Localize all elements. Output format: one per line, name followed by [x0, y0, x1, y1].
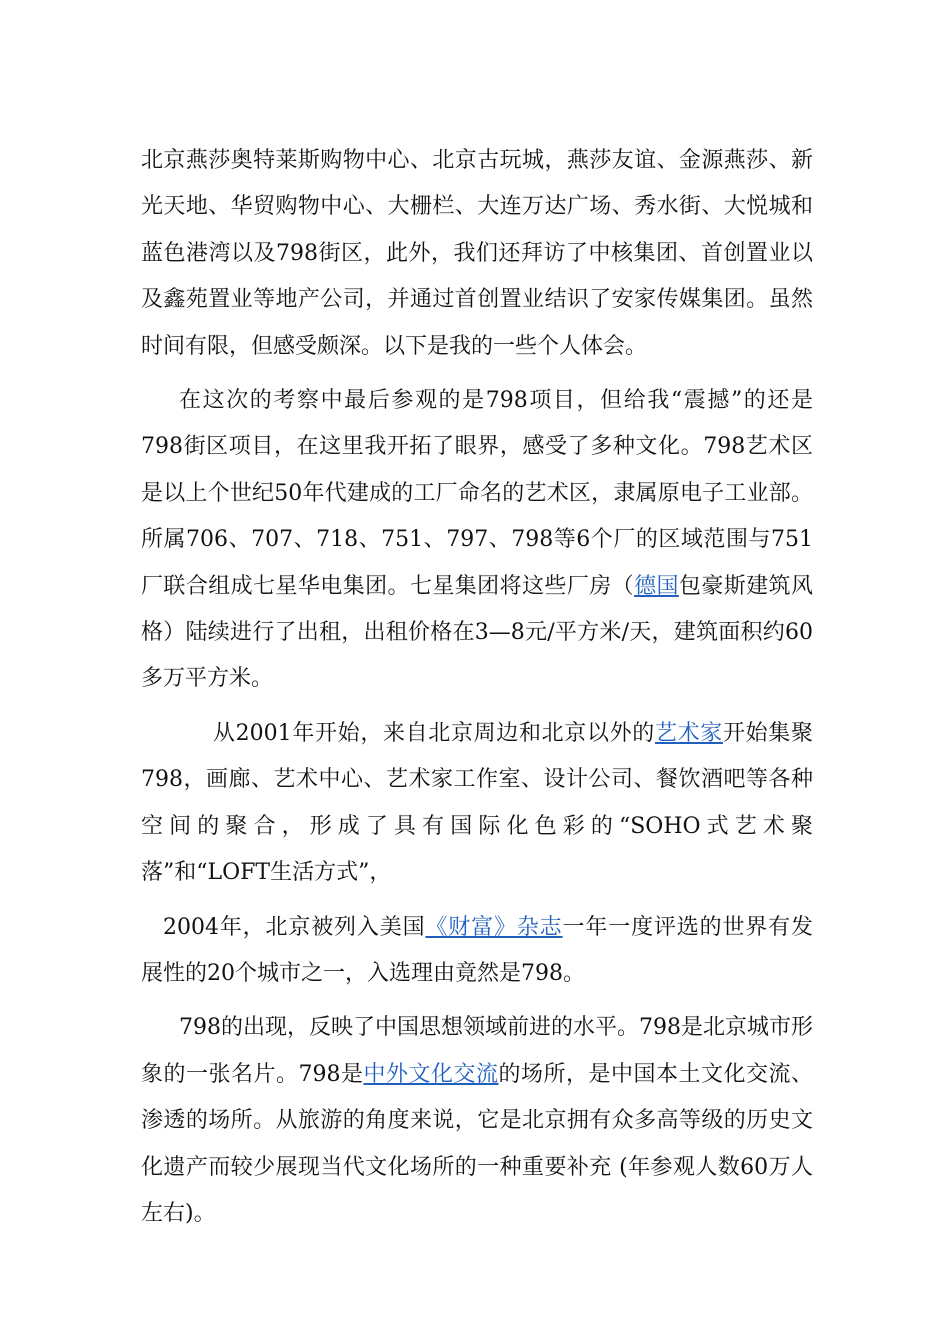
paragraph-text: 798的出现，反映了中国思想领域前进的水平。798是北京城市形象的一张名片。798是 [141, 1015, 813, 1087]
paragraph-artists [141, 711, 813, 897]
paragraph-fortune [141, 905, 813, 998]
paragraph-text: 的场所，是中国本土文化交流、渗透的场所。从旅游的角度来说，它是北京拥有众多高等级的历史文化遗产而较少展现当代文化场所的一种重要补充 (年参观人数60万人左右)。 [141, 1061, 813, 1226]
link-cultural-exchange[interactable]: 中外文化交流 [363, 1061, 499, 1087]
paragraph-text: 在这次的考察中最后参观的是798项目，但给我“震撼”的还是798街区项目，在这里我开拓了眼界，感受了多种文化。798艺术区是以上个世纪50年代建成的工厂命名的艺术区，隶属原电子工业部。所属706、707、718、751、797、798等6个厂的区域范围与751厂联合组成七星华电集团。七星集团将这些厂房（ [141, 388, 813, 599]
paragraph-text: 从2001年开始，来自北京周边和北京以外的 [213, 720, 655, 746]
link-fortune-magazine[interactable]: 《财富》杂志 [425, 914, 563, 940]
paragraph-text: 包豪斯建筑风格）陆续进行了出租，出租价格在3—8元/平方米/天，建筑面积约60多万平方米。 [141, 573, 813, 692]
paragraph-text: 一年一度评选的世界有发展性的20个城市之一，入选理由竟然是798。 [141, 914, 813, 986]
paragraph-798-significance [141, 1005, 813, 1237]
paragraph-text: 开始集聚798，画廊、艺术中心、艺术家工作室、设计公司、餐饮酒吧等各种空间的聚合，形成了具有国际化色彩的“SOHO式艺术聚落”和“LOFT生活方式”， [141, 720, 813, 886]
paragraph-text: 2004年，北京被列入美国 [163, 914, 426, 940]
paragraph-visited-places: 北京燕莎奥特莱斯购物中心、北京古玩城，燕莎友谊、金源燕莎、新光天地、华贸购物中心、大栅栏、大连万达广场、秀水街、大悦城和蓝色港湾以及798街区，此外，我们还拜访了中核集团、首创置业以及鑫苑置业等地产公司，并通过首创置业结识了安家传媒集团。虽然时间有限，但感受颇深。以下是我的一些个人体会。 [141, 148, 813, 359]
link-germany[interactable]: 德国 [634, 573, 679, 599]
paragraph-798-intro [141, 378, 813, 703]
document-body [141, 138, 813, 1237]
link-artist[interactable]: 艺术家 [654, 720, 723, 746]
